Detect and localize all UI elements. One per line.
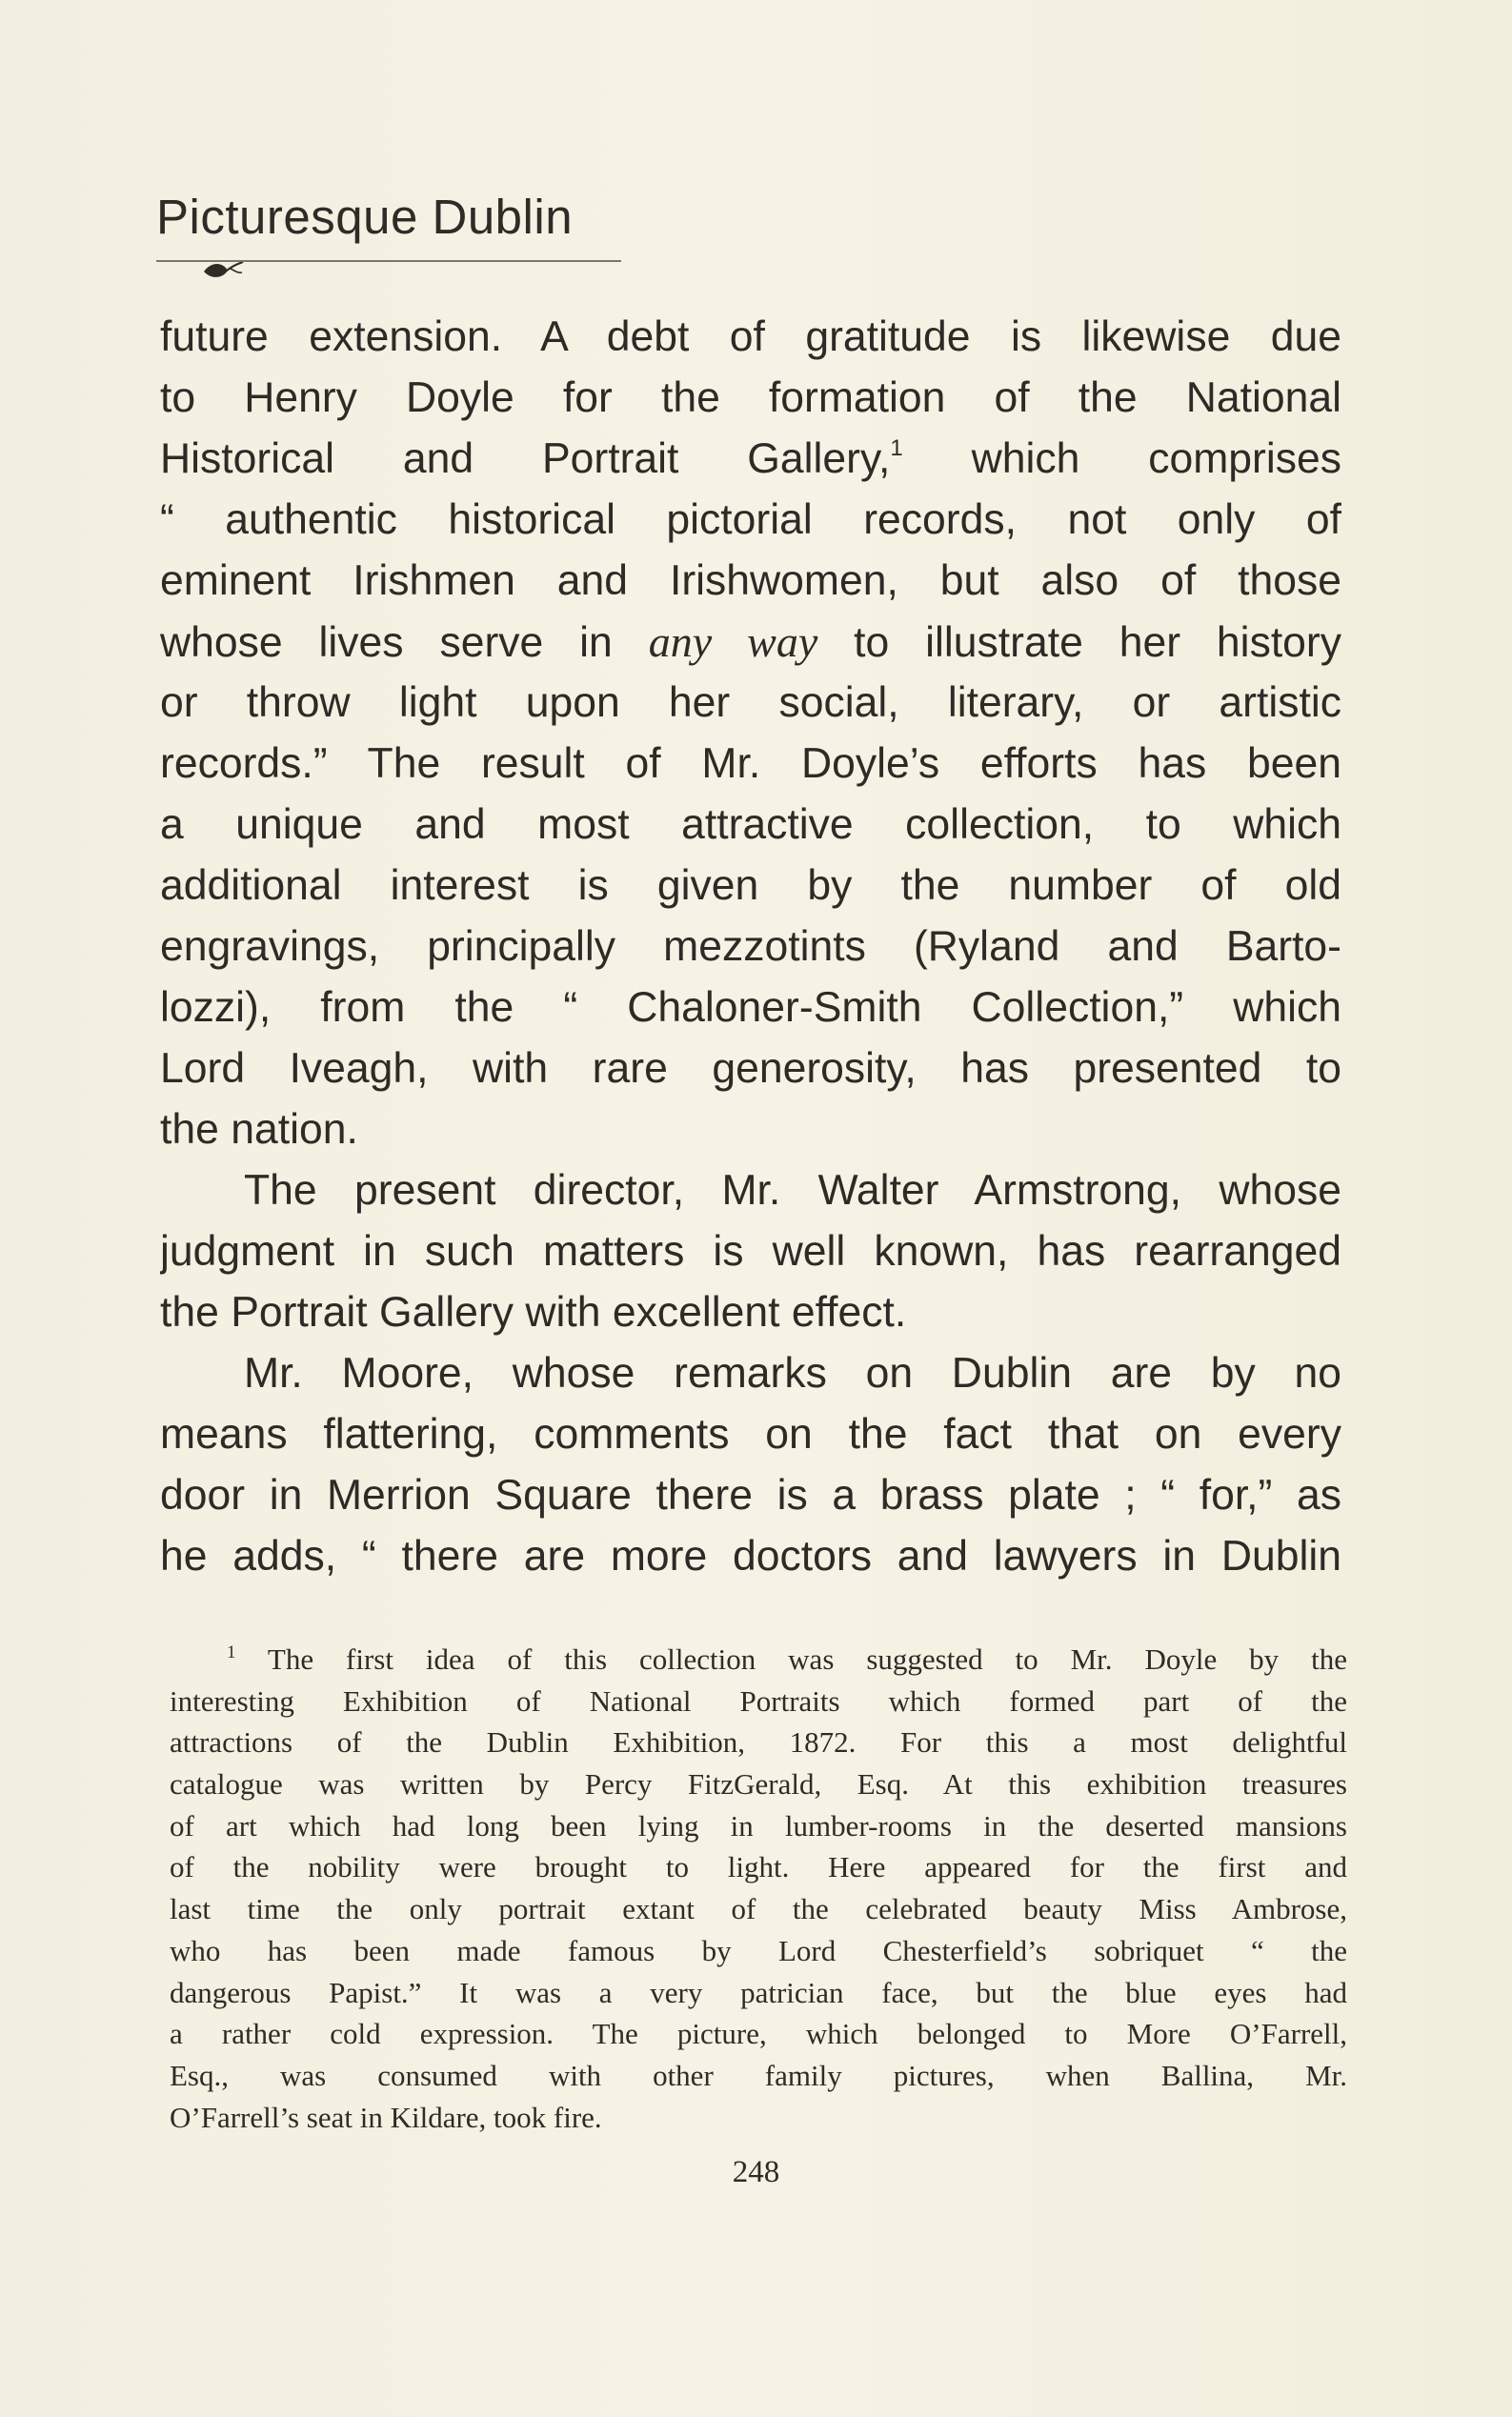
- text-line: “ authentic historical pictorial records, not only of: [160, 496, 1341, 543]
- footnote-line: [170, 1639, 1347, 1681]
- running-head-title: Picturesque Dublin: [156, 190, 574, 244]
- text-line: lozzi), from the “ Chaloner-Smith Collection,” which: [160, 984, 1341, 1031]
- footnote-marker: 1: [227, 1642, 236, 1662]
- text-line: The present director, Mr. Walter Armstrong, whose: [244, 1167, 1341, 1214]
- emphasis-text: any way: [648, 617, 818, 666]
- text-line: to Henry Doyle for the formation of the National: [160, 374, 1341, 421]
- text-line: additional interest is given by the number of old: [160, 862, 1341, 909]
- running-head: [156, 181, 633, 263]
- text-line: future extension. A debt of gratitude is likewise due: [160, 313, 1341, 360]
- text-run: whose lives serve in: [160, 619, 649, 666]
- text-run: Historical and Portrait Gallery,: [160, 435, 891, 482]
- page-number: 248: [732, 2155, 780, 2189]
- footnote: [170, 1639, 1347, 2138]
- text-line: judgment in such matters is well known, has rearranged: [160, 1228, 1341, 1275]
- text-run: to illustrate her history: [817, 619, 1341, 666]
- text-line: the nation.: [160, 1106, 358, 1153]
- text-line: a unique and most attractive collection, to which: [160, 801, 1341, 848]
- text-line: Lord Iveagh, with rare generosity, has presented to: [160, 1045, 1341, 1092]
- text-line: or throw light upon her social, literary, or artistic: [160, 679, 1341, 726]
- text-line: means flattering, comments on the fact that on every: [160, 1411, 1341, 1458]
- text-line: he adds, “ there are more doctors and lawyers in Dublin: [160, 1533, 1341, 1580]
- footnote-line: interesting Exhibition of National Portraits which formed part of the: [170, 1683, 1347, 1718]
- footnote-line: dangerous Papist.” It was a very patrician face, but the blue eyes had: [170, 1975, 1347, 2009]
- footnote-line: O’Farrell’s seat in Kildare, took fire.: [170, 2100, 602, 2134]
- text-line: engravings, principally mezzotints (Ryland and Barto-: [160, 923, 1341, 970]
- footnote-line: Esq., was consumed with other family pictures, when Ballina, Mr.: [170, 2058, 1347, 2092]
- footnote-line: of the nobility were brought to light. Here appeared for the first and: [170, 1850, 1347, 1884]
- footnote-line: catalogue was written by Percy FitzGerald, Esq. At this exhibition treasures: [170, 1767, 1347, 1802]
- text-run: The first idea of this collection was suggested to Mr. Doyle by the: [267, 1642, 1347, 1676]
- footnote-line: who has been made famous by Lord Chesterfield’s sobriquet “ the: [170, 1933, 1347, 1967]
- text-line: eminent Irishmen and Irishwomen, but also of those: [160, 557, 1341, 604]
- text-line: the Portrait Gallery with excellent effect.: [160, 1289, 907, 1336]
- footnote-reference: 1: [890, 435, 903, 461]
- footnote-line: last time the only portrait extant of the celebrated beauty Miss Ambrose,: [170, 1892, 1347, 1926]
- text-line: [160, 429, 1341, 490]
- footnote-line: of art which had long been lying in lumber-rooms in the deserted mansions: [170, 1808, 1347, 1843]
- running-head-rule: [156, 260, 621, 262]
- footnote-line: attractions of the Dublin Exhibition, 1872. For this a most delightful: [170, 1725, 1347, 1760]
- text-line: door in Merrion Square there is a brass plate ; “ for,” as: [160, 1472, 1341, 1519]
- footnote-line: a rather cold expression. The picture, which belonged to More O’Farrell,: [170, 2017, 1347, 2051]
- text-line: [160, 612, 1341, 673]
- body-text: [160, 307, 1341, 1587]
- text-line: Mr. Moore, whose remarks on Dublin are by no: [244, 1350, 1341, 1397]
- text-run: which comprises: [902, 435, 1341, 482]
- text-line: records.” The result of Mr. Doyle’s efforts has been: [160, 740, 1341, 787]
